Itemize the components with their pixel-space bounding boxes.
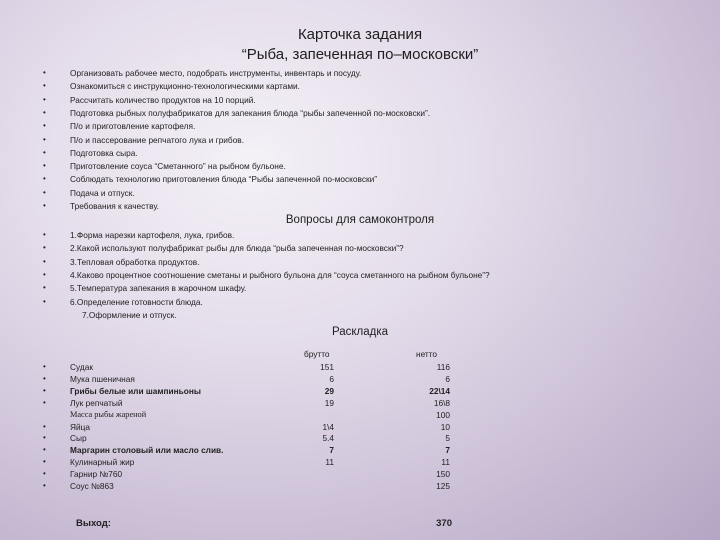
task-item: Ознакомиться с инструкционно-технологическими картами. — [70, 81, 300, 92]
ingredient-brutto: 19 — [324, 397, 334, 408]
bullet-icon: • — [43, 147, 46, 157]
bullet-icon: • — [43, 445, 46, 455]
task-item: Рассчитать количество продуктов на 10 порций. — [70, 94, 256, 105]
ingredient-name: Гарнир №760 — [70, 469, 123, 480]
ingredient-brutto: 11 — [325, 457, 334, 468]
ingredient-netto: 16\8 — [433, 397, 450, 408]
task-item: Требования к качеству. — [70, 201, 159, 211]
ingredient-name: Масса рыбы жареной — [70, 409, 147, 419]
bullet-icon: • — [43, 457, 46, 467]
bullet-icon: • — [43, 296, 46, 306]
ingredient-name: Сыр — [70, 433, 87, 444]
bullet-icon: • — [43, 433, 46, 443]
ingredient-netto: 150 — [436, 469, 450, 480]
ingredient-netto: 11 — [441, 457, 450, 468]
ingredient-name: Мука пшеничная — [70, 373, 135, 384]
bullet-icon: • — [43, 469, 46, 479]
ingredient-name: Лук репчатый — [70, 397, 123, 408]
question-item: 2.Какой используют полуфабрикат рыбы для блюда “рыба запеченная по-московски”? — [70, 243, 404, 254]
task-item: Приготовление соуса “Сметанного” на рыбном бульоне. — [70, 161, 286, 172]
ingredient-netto: 7 — [445, 445, 450, 456]
ingredient-brutto: 151 — [320, 362, 334, 372]
column-header-netto: нетто — [416, 349, 438, 359]
bullet-icon: • — [43, 421, 46, 431]
question-item: 1.Форма нарезки картофеля, лука, грибов. — [70, 230, 235, 240]
bullet-icon: • — [43, 161, 46, 171]
ingredient-brutto: 6 — [329, 373, 334, 384]
bullet-icon: • — [43, 201, 46, 210]
task-item: Подача и отпуск. — [70, 187, 135, 198]
ingredient-netto: 116 — [436, 362, 450, 372]
question-item: 6.Определение готовности блюда. — [70, 296, 203, 307]
ingredient-name: Грибы белые или шампиньоны — [70, 385, 201, 396]
bullet-icon: • — [43, 174, 46, 184]
ingredient-name: Маргарин столовый или масло слив. — [70, 445, 224, 456]
question-item: 4.Каково процентное соотношение сметаны и рыбного бульона для “соуса сметанного на рыбном бульоне”? — [70, 269, 490, 280]
ingredient-brutto: 7 — [329, 445, 334, 456]
bullet-icon: • — [43, 230, 46, 239]
title-line-2: “Рыба, запеченная по–московски” — [241, 46, 479, 63]
questions-heading: Вопросы для самоконтроля — [285, 214, 435, 226]
ingredient-brutto: 1\4 — [322, 421, 334, 432]
task-item: Подготовка сыра. — [70, 147, 138, 158]
question-item: 3.Тепловая обработка продуктов. — [70, 256, 200, 267]
bullet-icon: • — [43, 243, 46, 253]
bullet-icon: • — [43, 362, 46, 371]
bullet-icon: • — [43, 385, 46, 395]
task-item: П/о и пассерование репчатого лука и грибов. — [70, 134, 245, 145]
layout-heading: Раскладка — [331, 326, 389, 338]
ingredient-name: Кулинарный жир — [70, 457, 135, 468]
task-item: Организовать рабочее место, подобрать инструменты, инвентарь и посуду. — [70, 68, 362, 78]
bullet-icon: • — [43, 373, 46, 383]
task-item: П/о и приготовление картофеля. — [70, 121, 196, 132]
bullet-icon: • — [43, 269, 46, 279]
bullet-icon: • — [43, 121, 46, 131]
question-extra: 7.Оформление и отпуск. — [82, 310, 177, 320]
ingredient-netto: 100 — [436, 409, 450, 420]
ingredient-brutto: 29 — [324, 385, 334, 396]
column-header-brutto: брутто — [304, 349, 330, 359]
bullet-icon: • — [43, 283, 46, 293]
output-label: Выход: — [76, 518, 111, 529]
bullet-icon: • — [43, 68, 46, 77]
ingredient-name: Судак — [70, 362, 93, 372]
ingredient-netto: 5 — [445, 433, 450, 444]
ingredient-netto: 125 — [436, 481, 450, 491]
task-item: Соблюдать технологию приготовления блюда “Рыбы запеченной по-московски” — [70, 174, 378, 185]
bullet-icon: • — [43, 256, 46, 266]
ingredient-netto: 6 — [445, 373, 450, 384]
bullet-icon: • — [43, 187, 46, 197]
task-item: Подготовка рыбных полуфабрикатов для запекания блюда “рыбы запеченной по-московски”. — [70, 107, 431, 118]
bullet-icon: • — [43, 481, 46, 490]
ingredient-name: Яйца — [70, 421, 90, 432]
output-value: 370 — [436, 518, 452, 529]
ingredient-name: Соус №863 — [70, 481, 114, 491]
bullet-icon: • — [43, 134, 46, 144]
bullet-icon: • — [43, 107, 46, 117]
ingredient-brutto: 5.4 — [322, 433, 334, 444]
ingredient-netto: 10 — [440, 421, 450, 432]
bullet-icon: • — [43, 94, 46, 104]
bullet-icon: • — [43, 397, 46, 407]
ingredient-netto: 22\14 — [429, 385, 450, 396]
title-line-1: Карточка задания — [297, 26, 423, 43]
bullet-icon: • — [43, 81, 46, 91]
question-item: 5.Температура запекания в жарочном шкафу. — [70, 283, 247, 294]
